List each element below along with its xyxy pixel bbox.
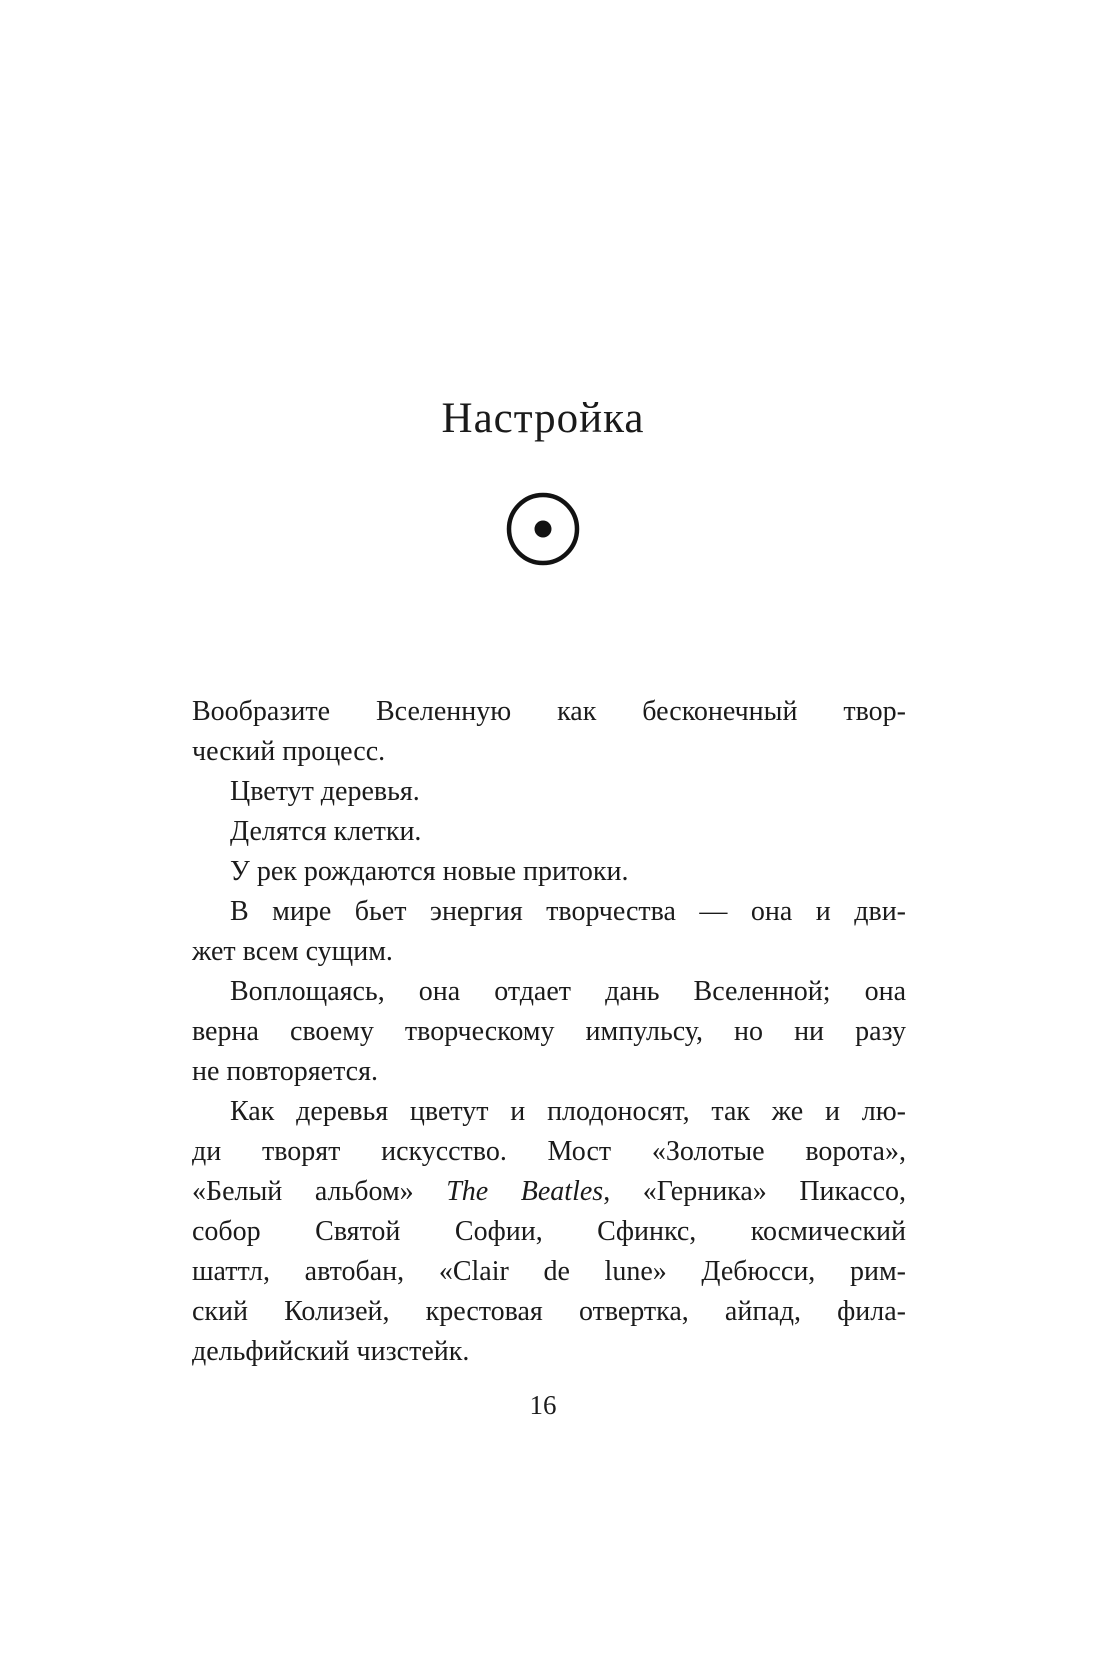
text-line: ческий процесс. (192, 736, 386, 767)
paragraph (192, 812, 906, 852)
text-line: шаттл, автобан, «Clair de lune» Дебюсси, рим- (192, 1256, 906, 1287)
paragraph (192, 1092, 906, 1372)
paragraph (192, 772, 906, 812)
text-line: не повторяется. (192, 1056, 378, 1087)
text-line: Цветут деревья. (230, 776, 420, 807)
page-number: 16 (529, 1390, 557, 1420)
text-line: В мире бьет энергия творчества — она и дви- (230, 896, 906, 927)
circumpunct-icon (0, 488, 1086, 570)
text-line: ский Колизей, крестовая отвертка, айпад, фила- (192, 1296, 906, 1327)
text-line: Вообразите Вселенную как бесконечный твор- (192, 696, 906, 727)
chapter-title: Настройка (441, 395, 645, 442)
text-line: Делятся клетки. (230, 816, 422, 847)
text-line: Воплощаясь, она отдает дань Вселенной; она (230, 976, 906, 1007)
paragraph (192, 692, 906, 772)
text-line (192, 1172, 906, 1212)
text-line: верна своему творческому импульсу, но ни разу (192, 1016, 906, 1047)
text-line: ди творят искусство. Мост «Золотые ворота», (192, 1136, 906, 1167)
text-segment: «Белый альбом» (192, 1176, 447, 1207)
text-line: У рек рождаются новые притоки. (230, 856, 629, 887)
text-line: собор Святой Софии, Сфинкс, космический (192, 1216, 906, 1247)
text-segment: , «Герника» Пикассо, (603, 1176, 907, 1207)
paragraph (192, 852, 906, 892)
paragraph (192, 892, 906, 972)
text-line: дельфийский чизстейк. (192, 1336, 470, 1367)
text-line: жет всем сущим. (192, 936, 393, 967)
text-line: Как деревья цветут и плодоносят, так же и лю- (230, 1096, 906, 1127)
body-text (192, 692, 906, 1372)
text-segment-italic: The Beatles (446, 1176, 604, 1207)
paragraph (192, 972, 906, 1092)
